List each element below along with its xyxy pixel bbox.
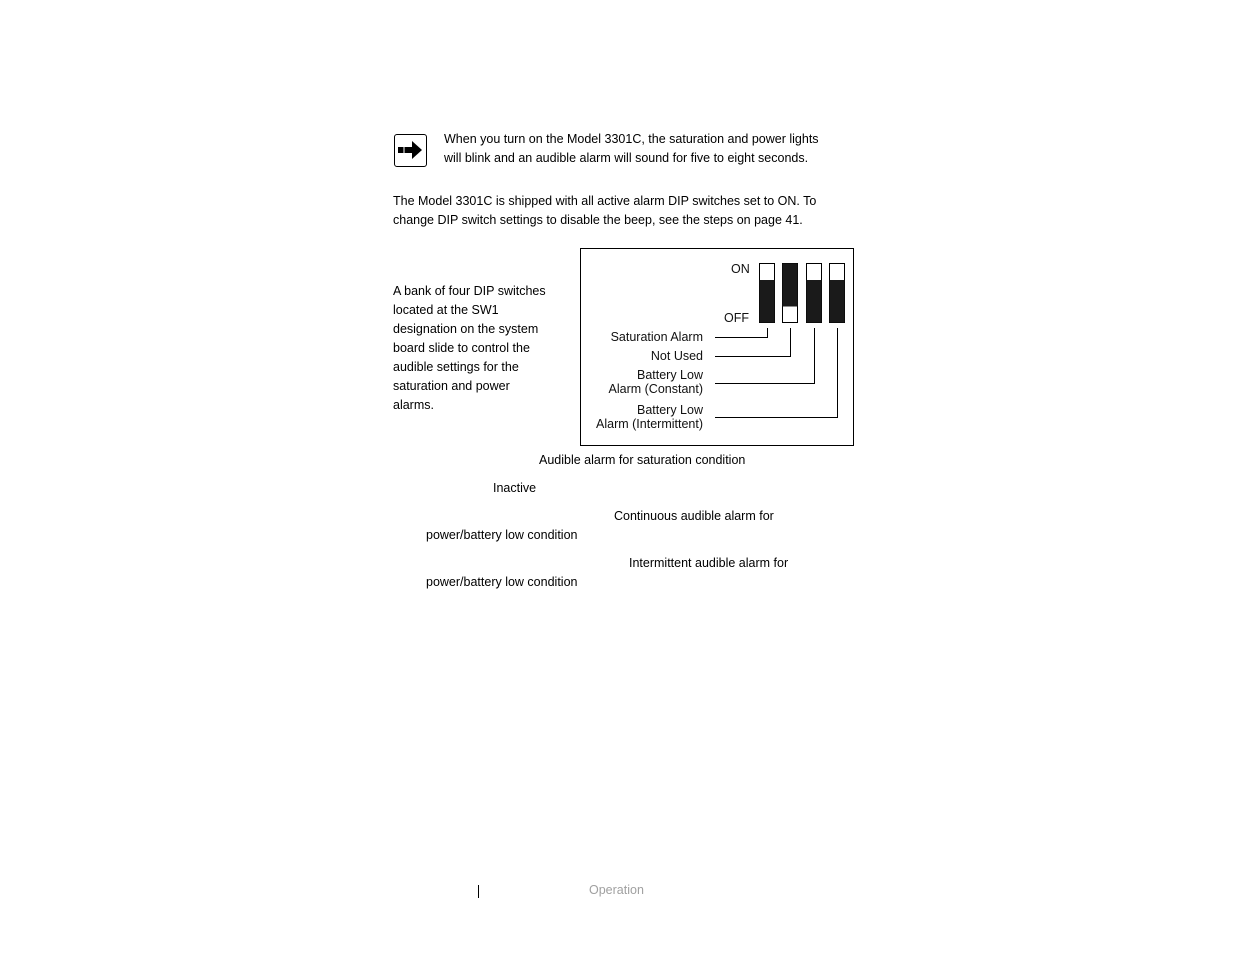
desc-constant-line-1: Continuous audible alarm for [614, 509, 774, 523]
footer-section: Operation [589, 883, 644, 897]
sidebar-line: located at the SW1 [393, 303, 499, 317]
sidebar-line: saturation and power [393, 379, 510, 393]
on-label: ON [731, 262, 750, 276]
switch-label-saturation: Saturation Alarm [610, 330, 703, 344]
desc-intermittent-line-2: power/battery low condition [426, 575, 578, 589]
dip-switch-3 [807, 264, 822, 323]
footer-divider [478, 885, 479, 898]
dip-switch-4 [830, 264, 845, 323]
dip-switch-2 [783, 264, 798, 323]
desc-saturation: Audible alarm for saturation condition [539, 453, 746, 467]
switch-label-constant [560, 368, 703, 396]
desc-intermittent-line-1: Intermittent audible alarm for [629, 556, 789, 570]
desc-constant-line-2: power/battery low condition [426, 528, 578, 542]
off-label: OFF [724, 311, 749, 325]
sidebar-line: alarms. [393, 398, 434, 412]
switch-label-line: Battery Low [636, 368, 703, 382]
dip-switch-1 [760, 264, 775, 323]
sidebar-line: board slide to control the [393, 341, 530, 355]
desc-not-used: Inactive [493, 481, 537, 495]
switch-label-line: Alarm (Intermittent) [596, 417, 703, 431]
switch-label-line: Battery Low [636, 403, 703, 417]
paragraph-line-1: The Model 3301C is shipped with all active alarm DIP switches set to ON. To [393, 194, 817, 208]
sidebar-line: A bank of four DIP switches [393, 284, 546, 298]
switch-label-line: Alarm (Constant) [608, 382, 703, 396]
switch-label-not-used: Not Used [650, 349, 703, 363]
switch-label-intermittent [560, 403, 703, 431]
note-line-2: will blink and an audible alarm will sound for five to eight seconds. [444, 151, 809, 165]
sidebar-line: designation on the system [393, 322, 539, 336]
paragraph-line-2: change DIP switch settings to disable the beep, see the steps on page 41. [393, 213, 803, 227]
note-line-1: When you turn on the Model 3301C, the saturation and power lights [444, 132, 819, 146]
sidebar-line: audible settings for the [393, 360, 519, 374]
leader-lines [715, 328, 838, 418]
